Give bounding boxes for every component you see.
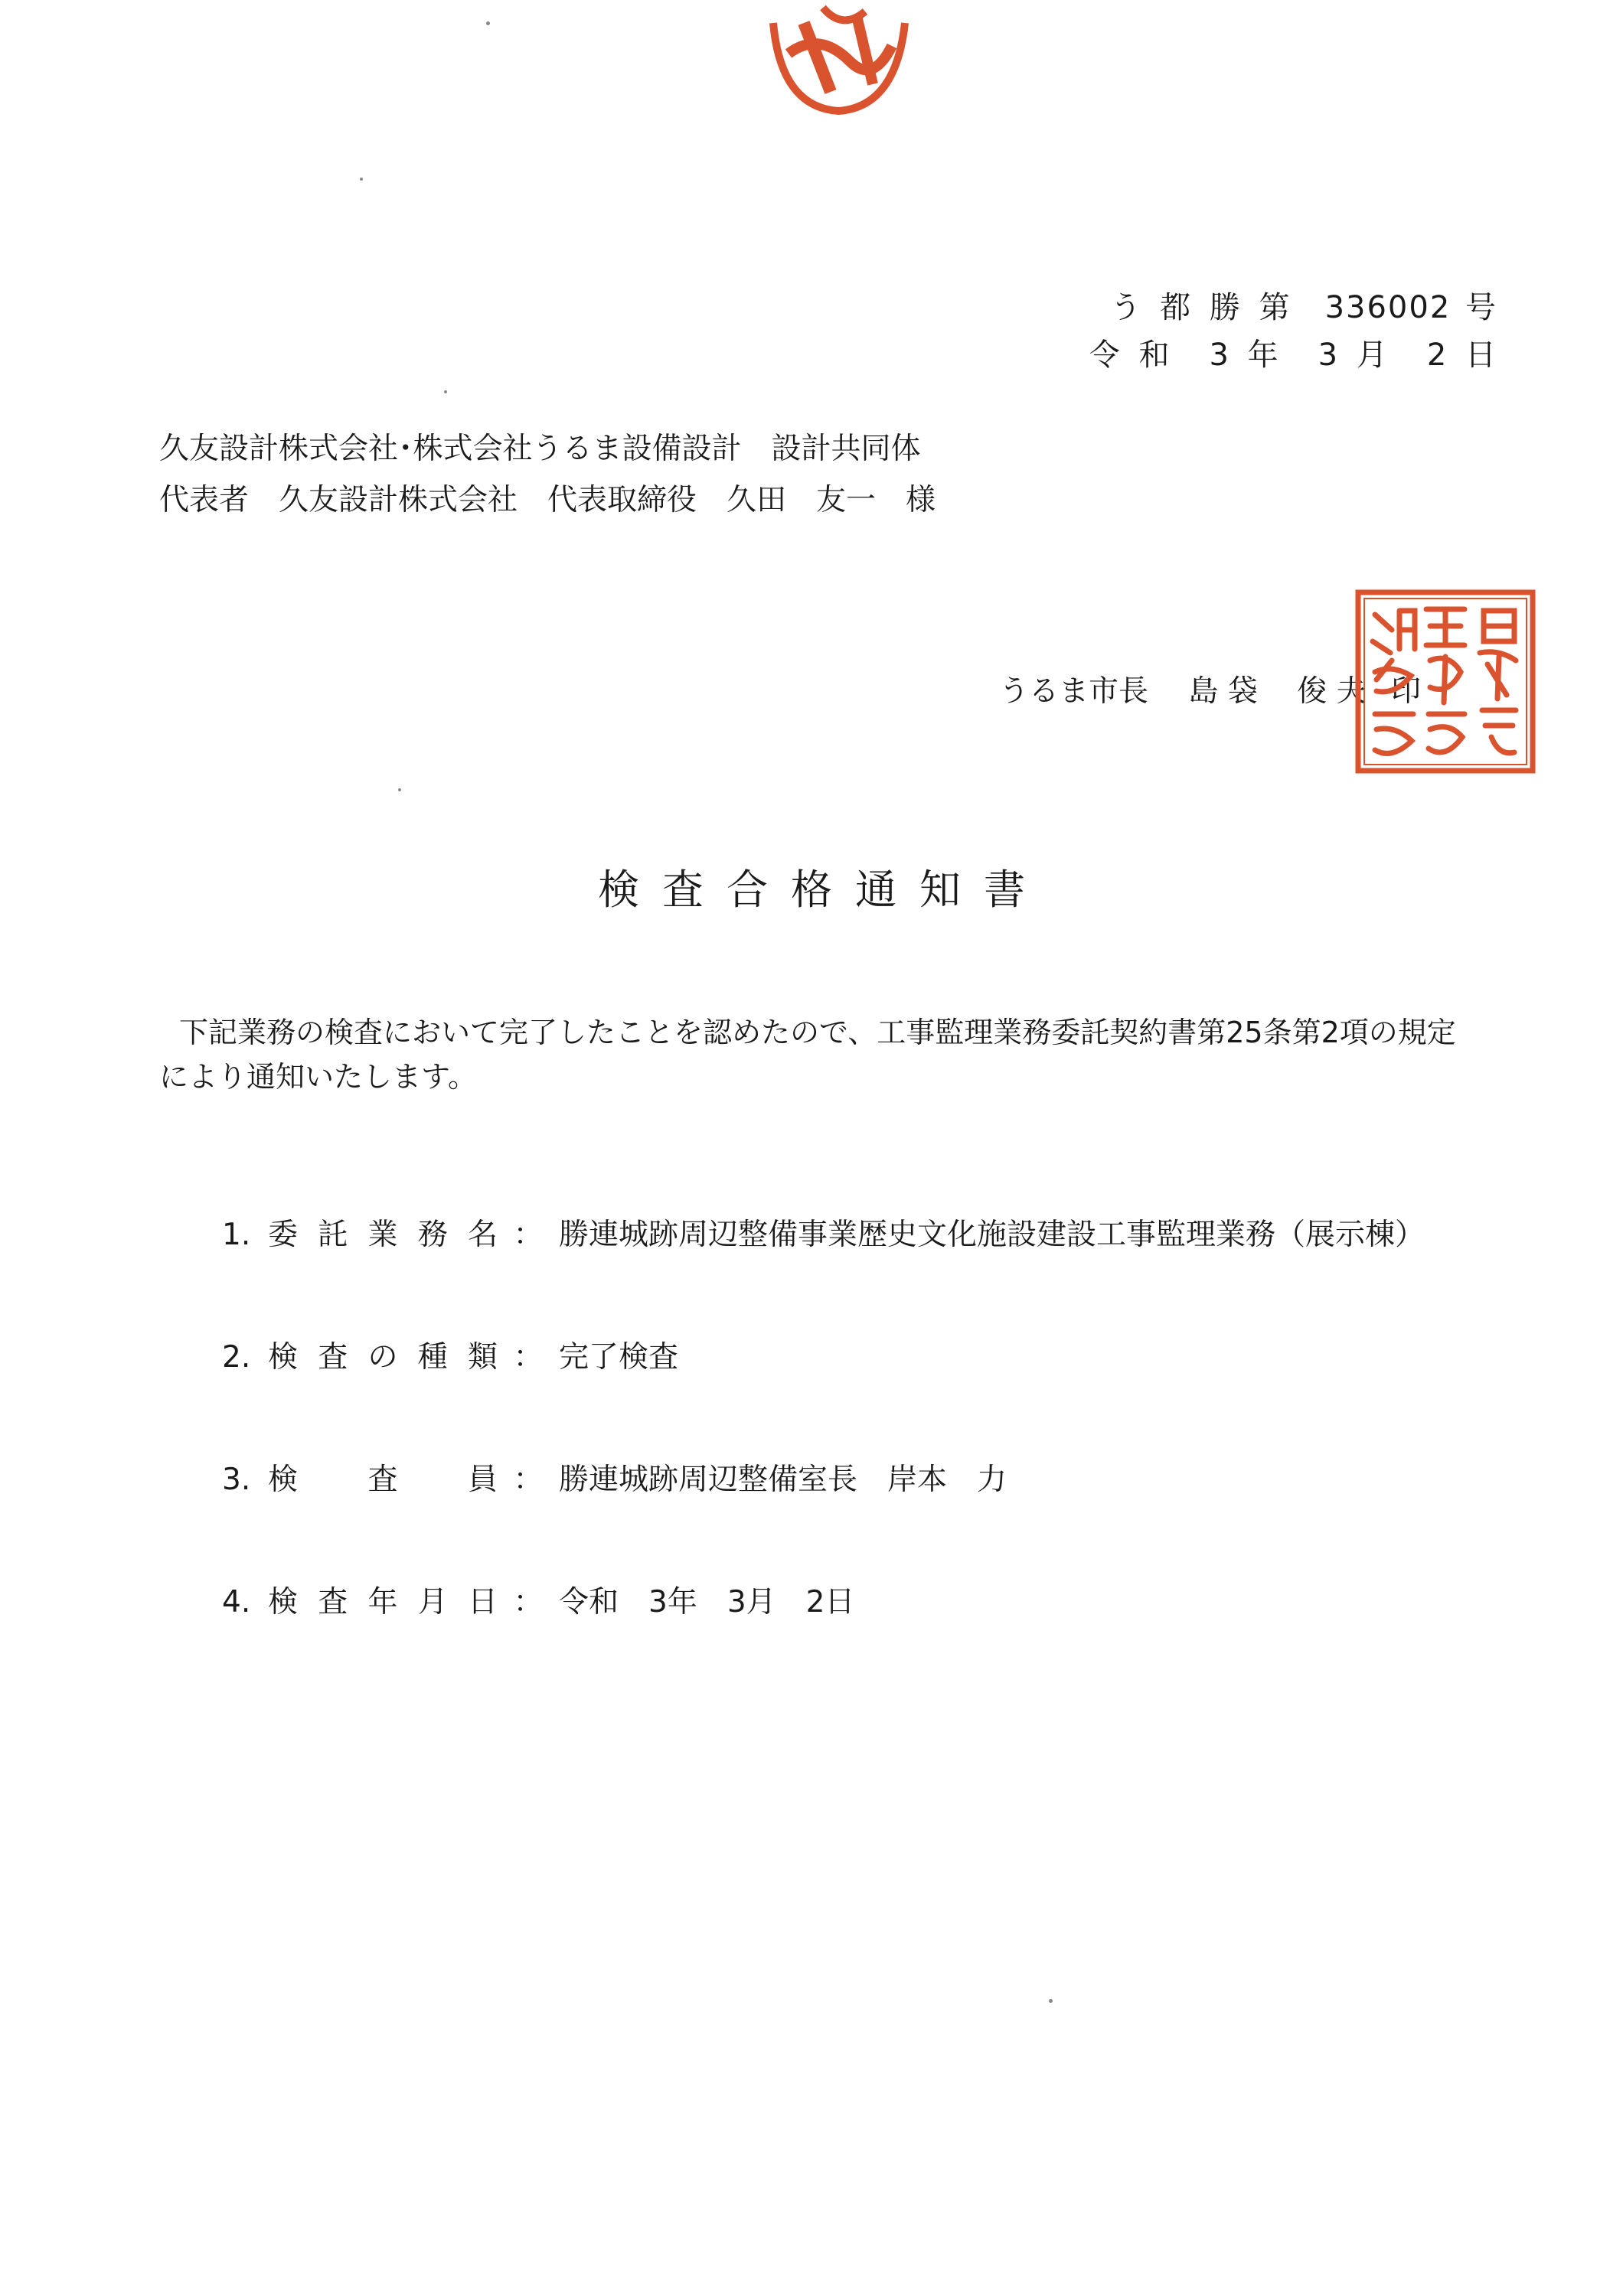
issuer-seal-char: 印 — [1391, 674, 1422, 709]
item-colon: ： — [513, 1585, 544, 1619]
scan-speck — [1049, 1999, 1053, 2003]
body-paragraph: 下記業務の検査において完了したことを認めたので、工事監理業務委託契約書第25条第2項の規定により通知いたします。 — [159, 1016, 1456, 1094]
document-number-prefix: う 都 勝 第 — [1110, 290, 1295, 325]
scan-speck — [486, 21, 490, 25]
item-label: 検 査 年 月 日 — [268, 1585, 498, 1619]
top-partial-seal — [758, 0, 919, 115]
item-label: 検 査 の 種 類 — [268, 1340, 498, 1375]
addressee-line-2: 代表者 久友設計株式会社 代表取締役 久田 友一 様 — [159, 483, 936, 517]
item-inspection-date — [222, 1578, 854, 1621]
seal-text: 沖縄県うるま市長之印 — [1445, 771, 1453, 772]
document-title: 検査合格通知書 — [598, 866, 1048, 914]
addressee-line-1: 久友設計株式会社･株式会社うるま設備設計 設計共同体 — [159, 432, 921, 466]
document-number-suffix: 号 — [1465, 290, 1501, 325]
scan-speck — [360, 178, 363, 181]
item-contract-name — [222, 1211, 1425, 1254]
item-value: 勝連城跡周辺整備事業歴史文化施設建設工事監理業務（展示棟） — [559, 1218, 1425, 1252]
item-value: 勝連城跡周辺整備室長 岸本 力 — [559, 1463, 1007, 1497]
item-number: 2. — [222, 1340, 251, 1375]
issuer-name: 島 袋 俊 夫 — [1188, 674, 1367, 709]
item-inspector — [222, 1456, 1007, 1499]
item-inspection-type — [222, 1333, 678, 1376]
document-number — [1110, 283, 1501, 327]
scan-speck — [444, 390, 447, 393]
document-date: 令 和 3 年 3 月 2 日 — [1089, 338, 1501, 373]
item-value: 完了検査 — [559, 1340, 679, 1375]
scan-speck — [398, 788, 401, 791]
item-number: 4. — [222, 1585, 251, 1619]
item-value: 令和 3年 3月 2日 — [559, 1585, 855, 1619]
item-colon: ： — [513, 1218, 544, 1252]
item-label: 委 託 業 務 名 — [268, 1218, 498, 1252]
item-colon: ： — [513, 1463, 544, 1497]
issuer-title: うるま市長 — [999, 674, 1149, 709]
document-number-value: 336002 — [1324, 290, 1452, 325]
official-seal-stamp — [1354, 588, 1537, 775]
item-number: 3. — [222, 1463, 251, 1497]
item-colon: ： — [513, 1340, 544, 1375]
item-label: 検 査 員 — [268, 1463, 498, 1497]
item-number: 1. — [222, 1218, 251, 1252]
